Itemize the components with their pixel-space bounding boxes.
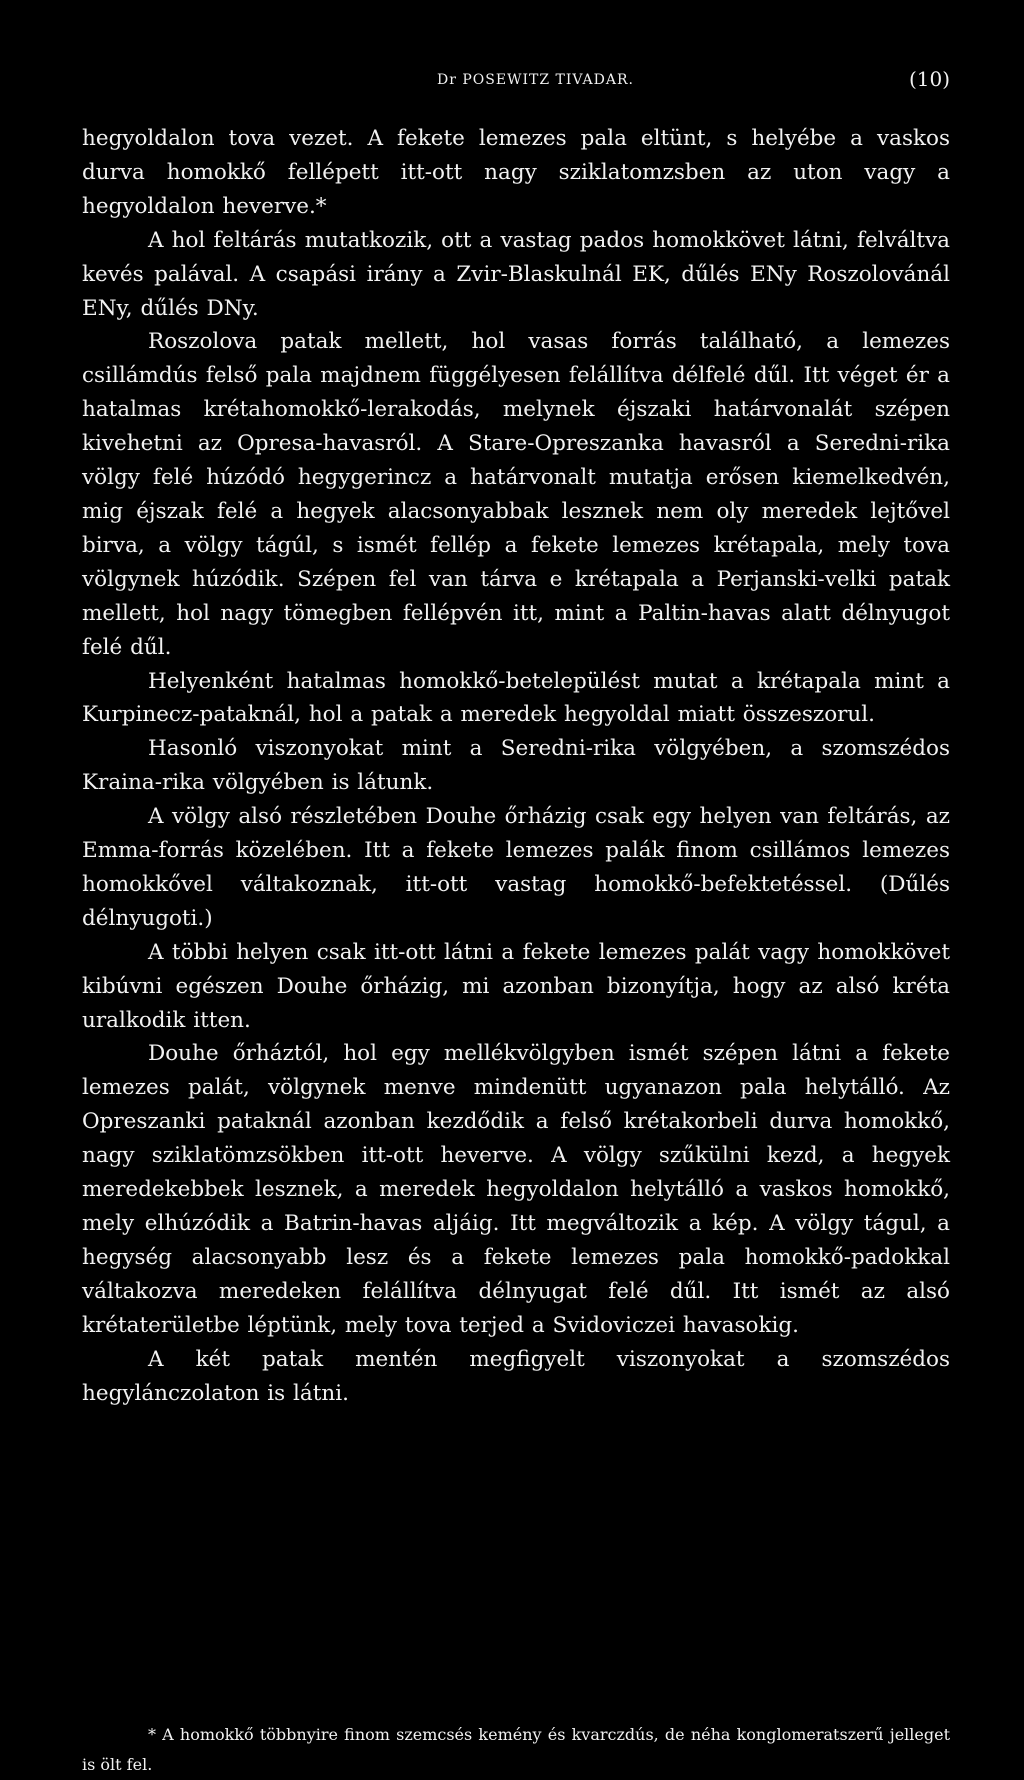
- paragraph-2: A hol feltárás mutatkozik, ott a vastag pados homokkövet látni, felváltva kevés palával. A csapási irány a Zvir-Blaskulnál EK, dűlés ENy Roszolovánál ENy, dűlés DNy.: [82, 227, 950, 321]
- paragraph-7: A többi helyen csak itt-ott látni a fekete lemezes palát vagy homokkövet kibúvni egészen Douhe őrházig, mi azonban bizonyítja, hogy az alsó kréta uralkodik itten.: [82, 939, 950, 1033]
- paragraph-3: Roszolova patak mellett, hol vasas forrás található, a lemezes csillámdús felső pala majdnem függélyesen felállítva délfelé dűl. Itt véget ér a hatalmas krétahomokkő-lerakodás, melynek éjszaki határvonalát szépen kivehetni az Opresa-havasról. A Stare-Opreszanka havasról a Seredni-rika völgy felé húzódó hegygerincz a határvonalt mutatja erősen kiemelkedvén, mig éjszak felé a hegyek alacsonyabbak lesznek nem oly meredek lejtővel birva, a völgy tágúl, s ismét fellép a fekete lemezes krétapala, mely tova völgynek húzódik. Szépen fel van tárva e krétapala a Perjanski-velki patak mellett, hol nagy tömegben fellépvén itt, mint a Paltin-havas alatt délnyugot felé dűl.: [82, 329, 950, 660]
- paragraph-8: Douhe őrháztól, hol egy mellékvölgyben ismét szépen látni a fekete lemezes palát, völgynek menve mindenütt ugyanazon pala helytálló. Az Opreszanki pataknál azonban kezdődik a felső krétakorbeli durva homokkő, nagy sziklatömzsökben itt-ott heverve. A völgy szűkülni kezd, a hegyek meredekebbek lesznek, a meredek hegyoldalon helytálló a vaskos homokkő, mely elhúzódik a Batrin-havas aljáig. Itt megváltozik a kép. A völgy tágul, a hegység alacsonyabb lesz és a fekete lemezes pala homokkő-padokkal váltakozva meredeken felállítva délnyugat felé dűl. Itt ismét az alsó krétaterületbe léptünk, mely tova terjed a Svidoviczei havasokig.: [82, 1041, 950, 1338]
- page-number: (10): [908, 67, 950, 91]
- body-text: [82, 122, 950, 1410]
- paragraph-4: Helyenként hatalmas homokkő-betelepülést mutat a krétapala mint a Kurpinecz-pataknál, hol a patak a meredek hegyoldal miatt összeszorul.: [82, 668, 950, 728]
- page: [82, 50, 950, 1774]
- running-head: [82, 50, 950, 90]
- footnote-text: * A homokkő többnyire finom szemcsés kemény és kvarczdús, de néha konglomeratszerű jelleget is ölt fel.: [82, 1725, 950, 1774]
- footnote: [82, 1720, 950, 1780]
- paragraph-9: A két patak mentén megfigyelt viszonyokat a szomszédos hegylánczolaton is látni.: [82, 1346, 950, 1406]
- running-head-author: Dr POSEWITZ TIVADAR.: [437, 72, 634, 88]
- paragraph-6: A völgy alsó részletében Douhe őrházig csak egy helyen van feltárás, az Emma-forrás közelében. Itt a fekete lemezes palák finom csillámos lemezes homokkővel váltakoznak, itt-ott vastag homokkő-befektetéssel. (Dűlés délnyugoti.): [82, 804, 950, 931]
- paragraph-5: Hasonló viszonyokat mint a Seredni-rika völgyében, a szomszédos Kraina-rika völgyében is látunk.: [82, 736, 950, 796]
- paragraph-1: hegyoldalon tova vezet. A fekete lemezes pala eltünt, s helyébe a vaskos durva homokkő fellépett itt-ott nagy sziklatomzsben az uton vagy a hegyoldalon heverve.*: [82, 126, 950, 219]
